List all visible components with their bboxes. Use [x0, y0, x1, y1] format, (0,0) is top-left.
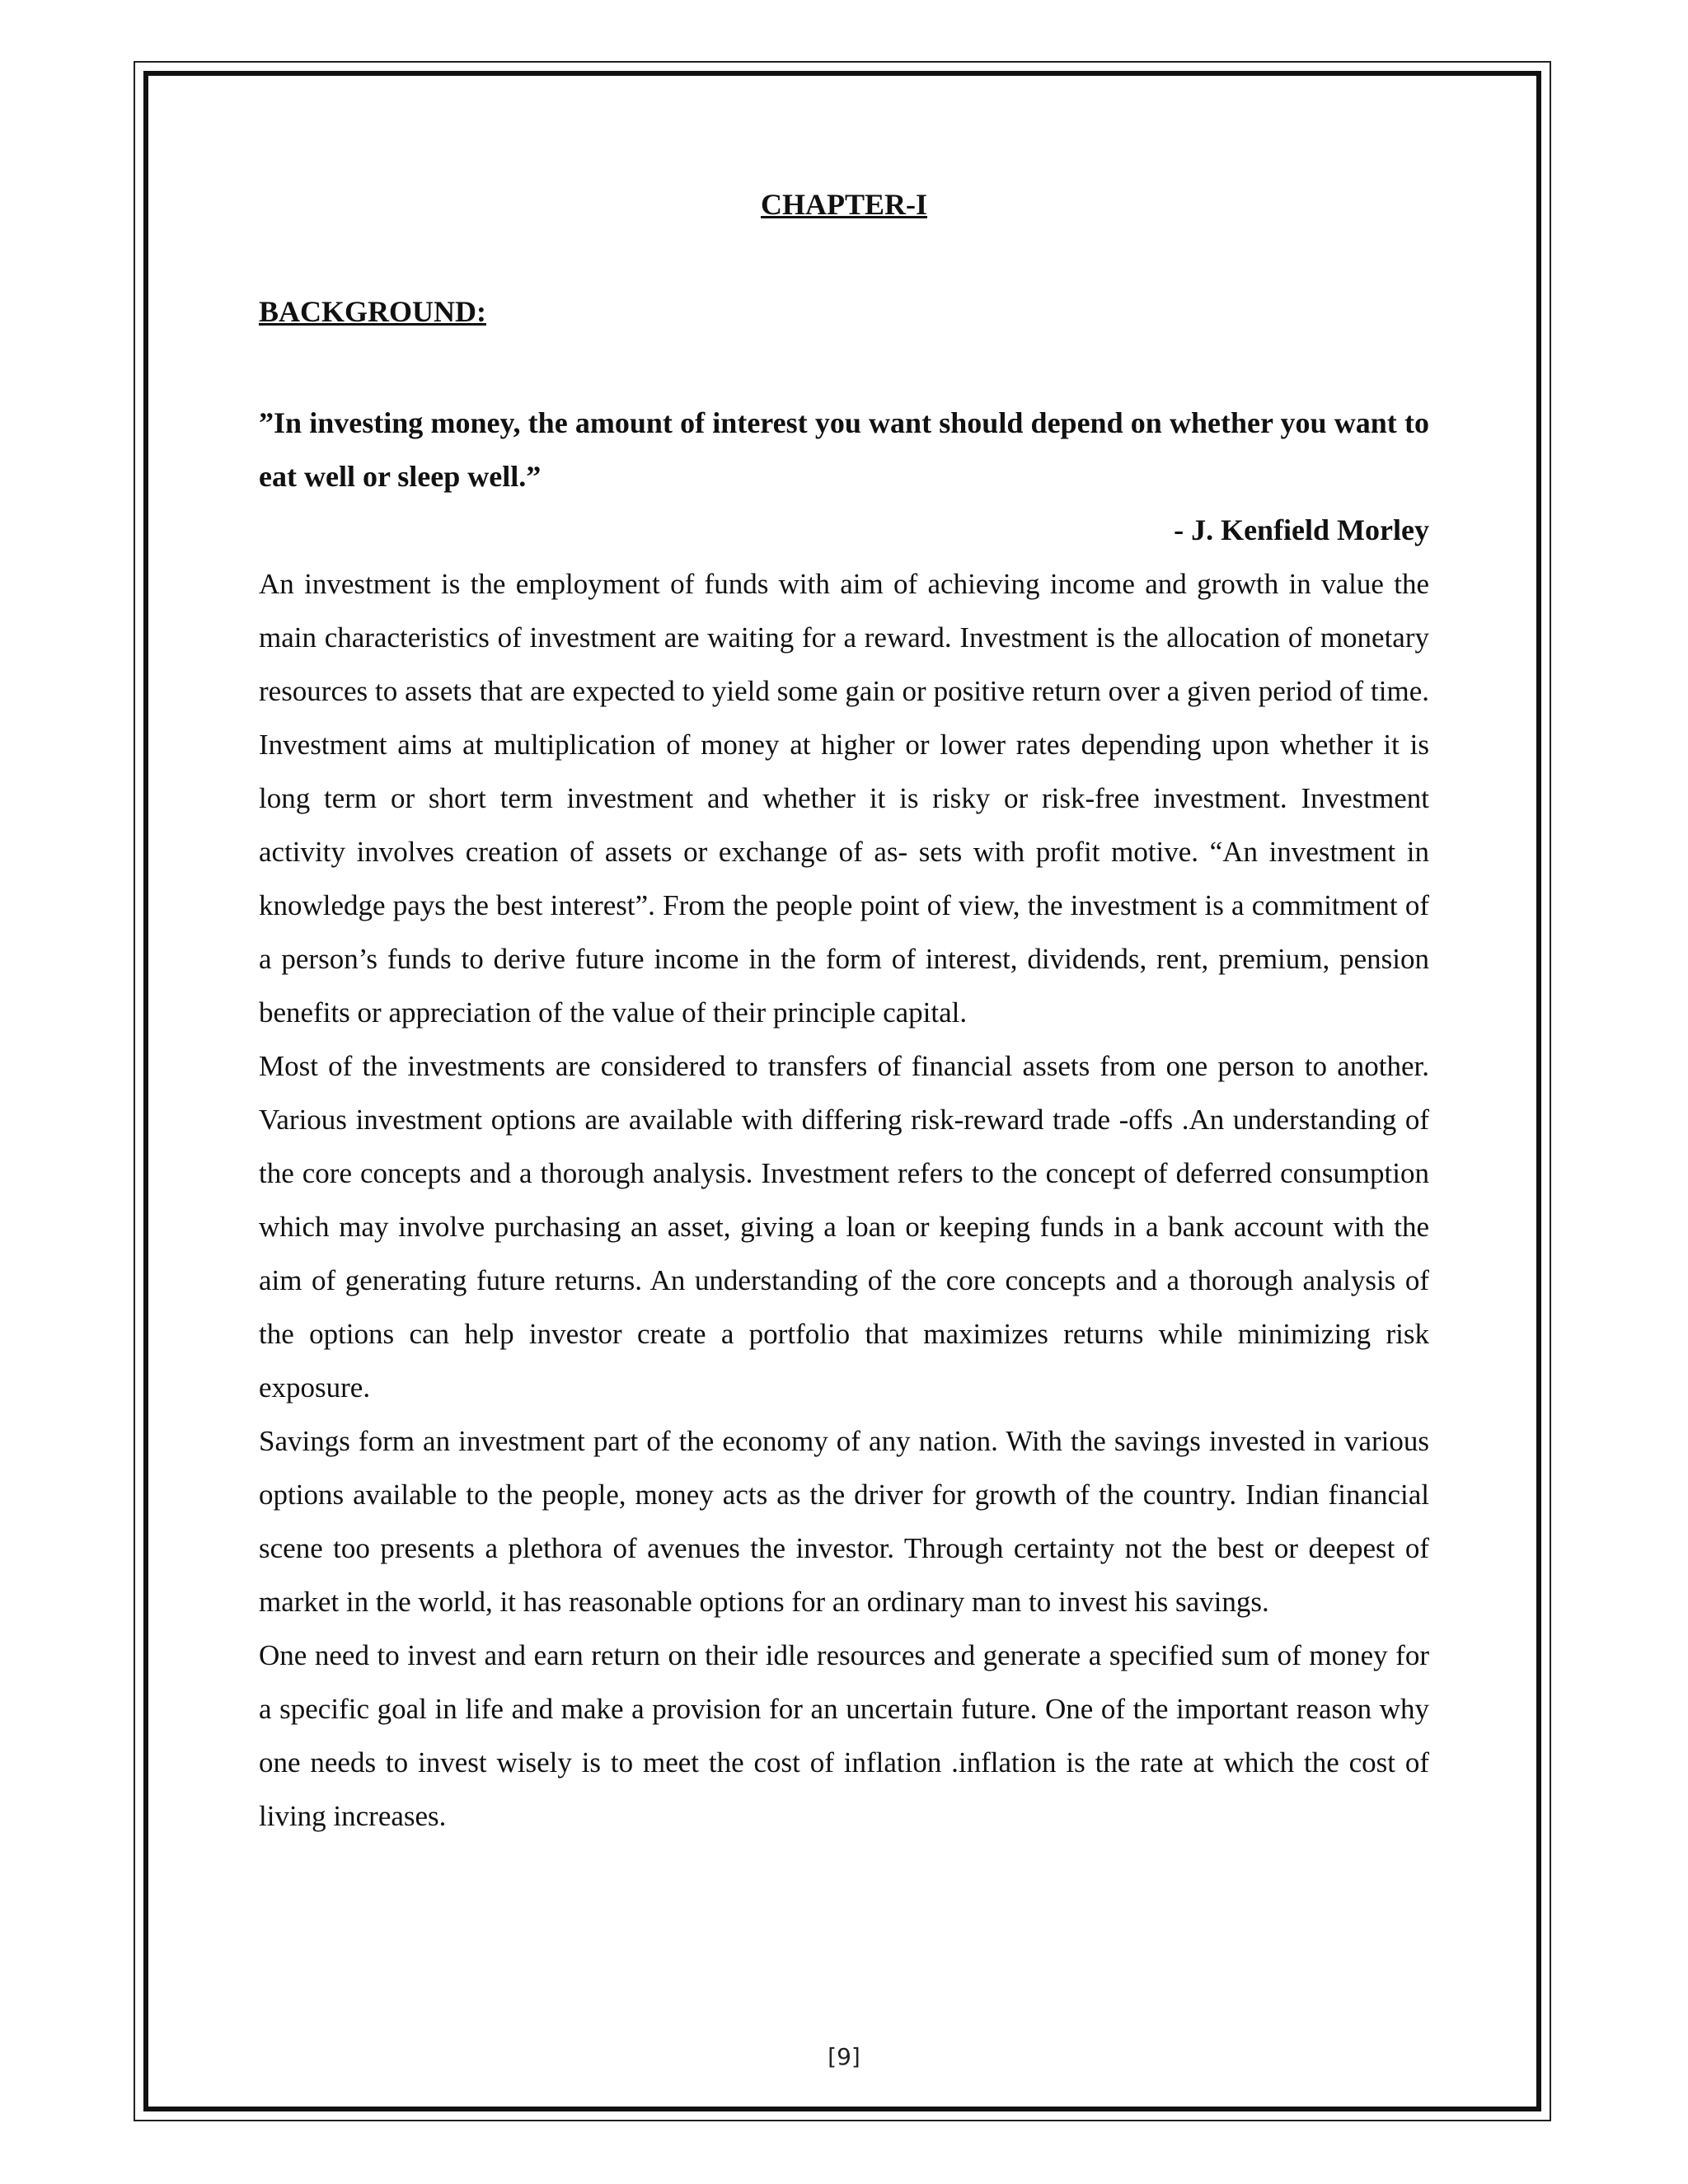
paragraph: One need to invest and earn return on their idle resources and generate a specified sum of money for a specific goal in life and make a provision for an uncertain future. One of the important reason why one needs to invest wisely is to meet the cost of inflation .inflation is the rate at which the cost of living increases.	[259, 1639, 1429, 1832]
epigraph-quote: ”In investing money, the amount of interest you want should depend on whether you want to eat well or sleep well.”	[259, 406, 1429, 493]
paragraph: An investment is the employment of funds with aim of achieving income and growth in value the main characteristics of investment are waiting for a reward. Investment is the allocation of monetary resources to assets that are expected to yield some gain or positive return over a given period of time. Investment aims at multiplication of money at higher or lower rates depending upon whether it is long term or short term investment and whether it is risky or risk-free investment. Investment activity involves creation of assets or exchange of as- sets with profit motive. “An investment in knowledge pays the best interest”. From the people point of view, the investment is a commitment of a person’s funds to derive future income in the form of interest, dividends, rent, premium, pension benefits or appreciation of the value of their principle capital.	[259, 568, 1429, 1029]
chapter-title: CHAPTER-I	[760, 188, 927, 221]
paragraph: Savings form an investment part of the economy of any nation. With the savings invested in various options available to the people, money acts as the driver for growth of the country. Indian financial scene too presents a plethora of avenues the investor. Through certainty not the best or deepest of market in the world, it has reasonable options for an ordinary man to invest his savings.	[259, 1425, 1429, 1618]
body-text	[259, 557, 1429, 1843]
page-number: [9]	[828, 2043, 860, 2070]
section-heading: BACKGROUND:	[259, 295, 486, 328]
paragraph: Most of the investments are considered to transfers of financial assets from one person to another. Various investment options are available with differing risk-reward trade -offs .An understanding of the core concepts and a thorough analysis. Investment refers to the concept of deferred consumption which may involve purchasing an asset, giving a loan or keeping funds in a bank account with the aim of generating future returns. An understanding of the core concepts and a thorough analysis of the options can help investor create a portfolio that maximizes returns while minimizing risk exposure.	[259, 1050, 1429, 1404]
quote-attribution: - J. Kenfield Morley	[1174, 513, 1429, 546]
